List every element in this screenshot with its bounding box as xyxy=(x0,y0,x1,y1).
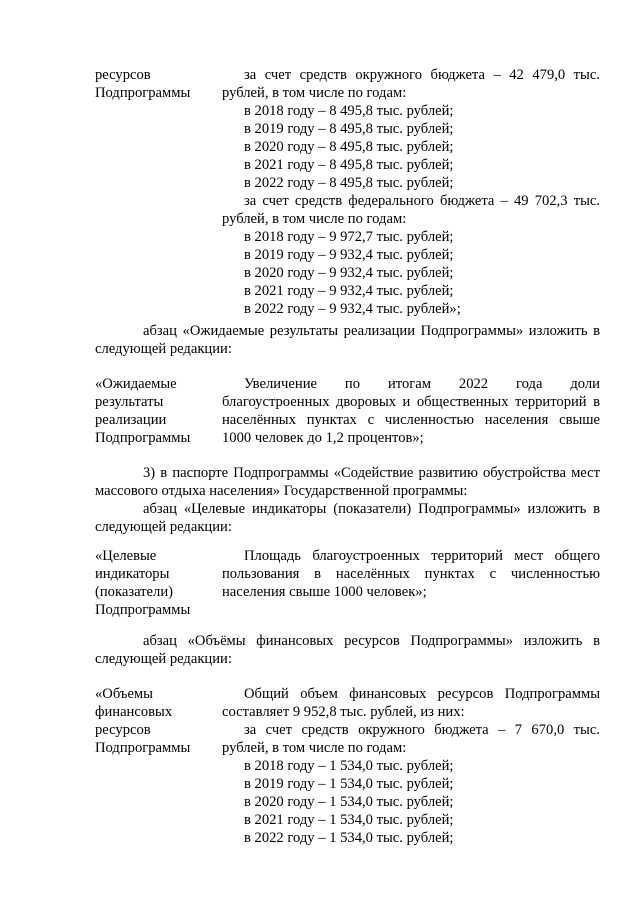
row-content xyxy=(222,375,600,447)
paragraph-line: массового отдыха населения» Государственной программы: xyxy=(95,483,468,499)
content-line: в 2018 году – 9 972,7 тыс. рублей; xyxy=(244,229,454,245)
label-line: «Ожидаемые xyxy=(95,376,177,392)
label-line: Подпрограммы xyxy=(95,740,191,756)
content-line: в 2021 году – 1 534,0 тыс. рублей; xyxy=(244,812,454,828)
label-line: ресурсов xyxy=(95,67,151,83)
paragraph-line: следующей редакции: xyxy=(95,651,232,667)
content-line: рублей, в том числе по годам: xyxy=(222,211,407,227)
content-line: в 2019 году – 8 495,8 тыс. рублей; xyxy=(244,121,454,137)
content-line: в 2021 году – 8 495,8 тыс. рублей; xyxy=(244,157,454,173)
content-line: в 2018 году – 1 534,0 тыс. рублей; xyxy=(244,758,454,774)
content-line: в 2022 году – 9 932,4 тыс. рублей»; xyxy=(244,301,461,317)
content-line: составляет 9 952,8 тыс. рублей, из них: xyxy=(222,704,465,720)
content-line: в 2019 году – 1 534,0 тыс. рублей; xyxy=(244,776,454,792)
label-line: результаты xyxy=(95,394,164,410)
label-line: Подпрограммы xyxy=(95,602,191,618)
content-line: населения свыше 1000 человек»; xyxy=(222,584,427,600)
label-line: Подпрограммы xyxy=(95,430,191,446)
content-line: в 2022 году – 1 534,0 тыс. рублей; xyxy=(244,830,454,846)
row-label xyxy=(95,66,222,318)
label-line: (показатели) xyxy=(95,584,173,600)
content-line: в 2018 году – 8 495,8 тыс. рублей; xyxy=(244,103,454,119)
paragraph-line: следующей редакции: xyxy=(95,519,232,535)
content-line: населённых пунктах с численностью населения свыше xyxy=(222,412,600,428)
table-row-financing-continued xyxy=(95,66,600,318)
content-line: благоустроенных дворовых и общественных территорий в xyxy=(222,394,600,410)
content-line: за счет средств окружного бюджета – 7 670,0 тыс. xyxy=(244,722,600,738)
table-row-expected-results xyxy=(95,375,600,447)
content-line: рублей, в том числе по годам: xyxy=(222,85,407,101)
label-line: ресурсов xyxy=(95,722,151,738)
content-line: в 2020 году – 1 534,0 тыс. рублей; xyxy=(244,794,454,810)
row-label xyxy=(95,547,222,619)
content-line: за счет средств окружного бюджета – 42 479,0 тыс. xyxy=(244,67,600,83)
paragraph-line: абзац «Объёмы финансовых ресурсов Подпрограммы» изложить в xyxy=(143,633,600,649)
content-line: в 2020 году – 9 932,4 тыс. рублей; xyxy=(244,265,454,281)
paragraph-line: 3) в паспорте Подпрограммы «Содействие развитию обустройства мест xyxy=(143,465,600,481)
content-line: Общий объем финансовых ресурсов Подпрограммы xyxy=(244,686,600,702)
content-line: Увеличение по итогам 2022 года доли xyxy=(244,376,600,392)
content-line: 1000 человек до 1,2 процентов»; xyxy=(222,430,424,446)
paragraph-passport xyxy=(95,464,600,536)
content-line: Площадь благоустроенных территорий мест общего xyxy=(244,548,600,564)
table-row-financing-volume xyxy=(95,685,600,847)
label-line: «Объемы xyxy=(95,686,153,702)
label-line: финансовых xyxy=(95,704,173,720)
content-line: в 2020 году – 8 495,8 тыс. рублей; xyxy=(244,139,454,155)
paragraph-line: следующей редакции: xyxy=(95,341,232,357)
paragraph-financing-volume xyxy=(95,632,600,668)
row-content xyxy=(222,66,600,318)
content-line: рублей, в том числе по годам: xyxy=(222,740,407,756)
row-label xyxy=(95,375,222,447)
row-content xyxy=(222,685,600,847)
label-line: «Целевые xyxy=(95,548,157,564)
row-label xyxy=(95,685,222,847)
content-line: за счет средств федерального бюджета – 49 702,3 тыс. xyxy=(244,193,600,209)
paragraph-expected-results xyxy=(95,322,600,358)
paragraph-line: абзац «Ожидаемые результаты реализации Подпрограммы» изложить в xyxy=(143,323,600,339)
paragraph-line: абзац «Целевые индикаторы (показатели) Подпрограммы» изложить в xyxy=(143,501,600,517)
row-content xyxy=(222,547,600,619)
label-line: Подпрограммы xyxy=(95,85,191,101)
content-line: в 2019 году – 9 932,4 тыс. рублей; xyxy=(244,247,454,263)
label-line: индикаторы xyxy=(95,566,170,582)
label-line: реализации xyxy=(95,412,167,428)
content-line: пользования в населённых пунктах с численностью xyxy=(222,566,600,582)
table-row-target-indicators xyxy=(95,547,600,619)
content-line: в 2022 году – 8 495,8 тыс. рублей; xyxy=(244,175,454,191)
content-line: в 2021 году – 9 932,4 тыс. рублей; xyxy=(244,283,454,299)
